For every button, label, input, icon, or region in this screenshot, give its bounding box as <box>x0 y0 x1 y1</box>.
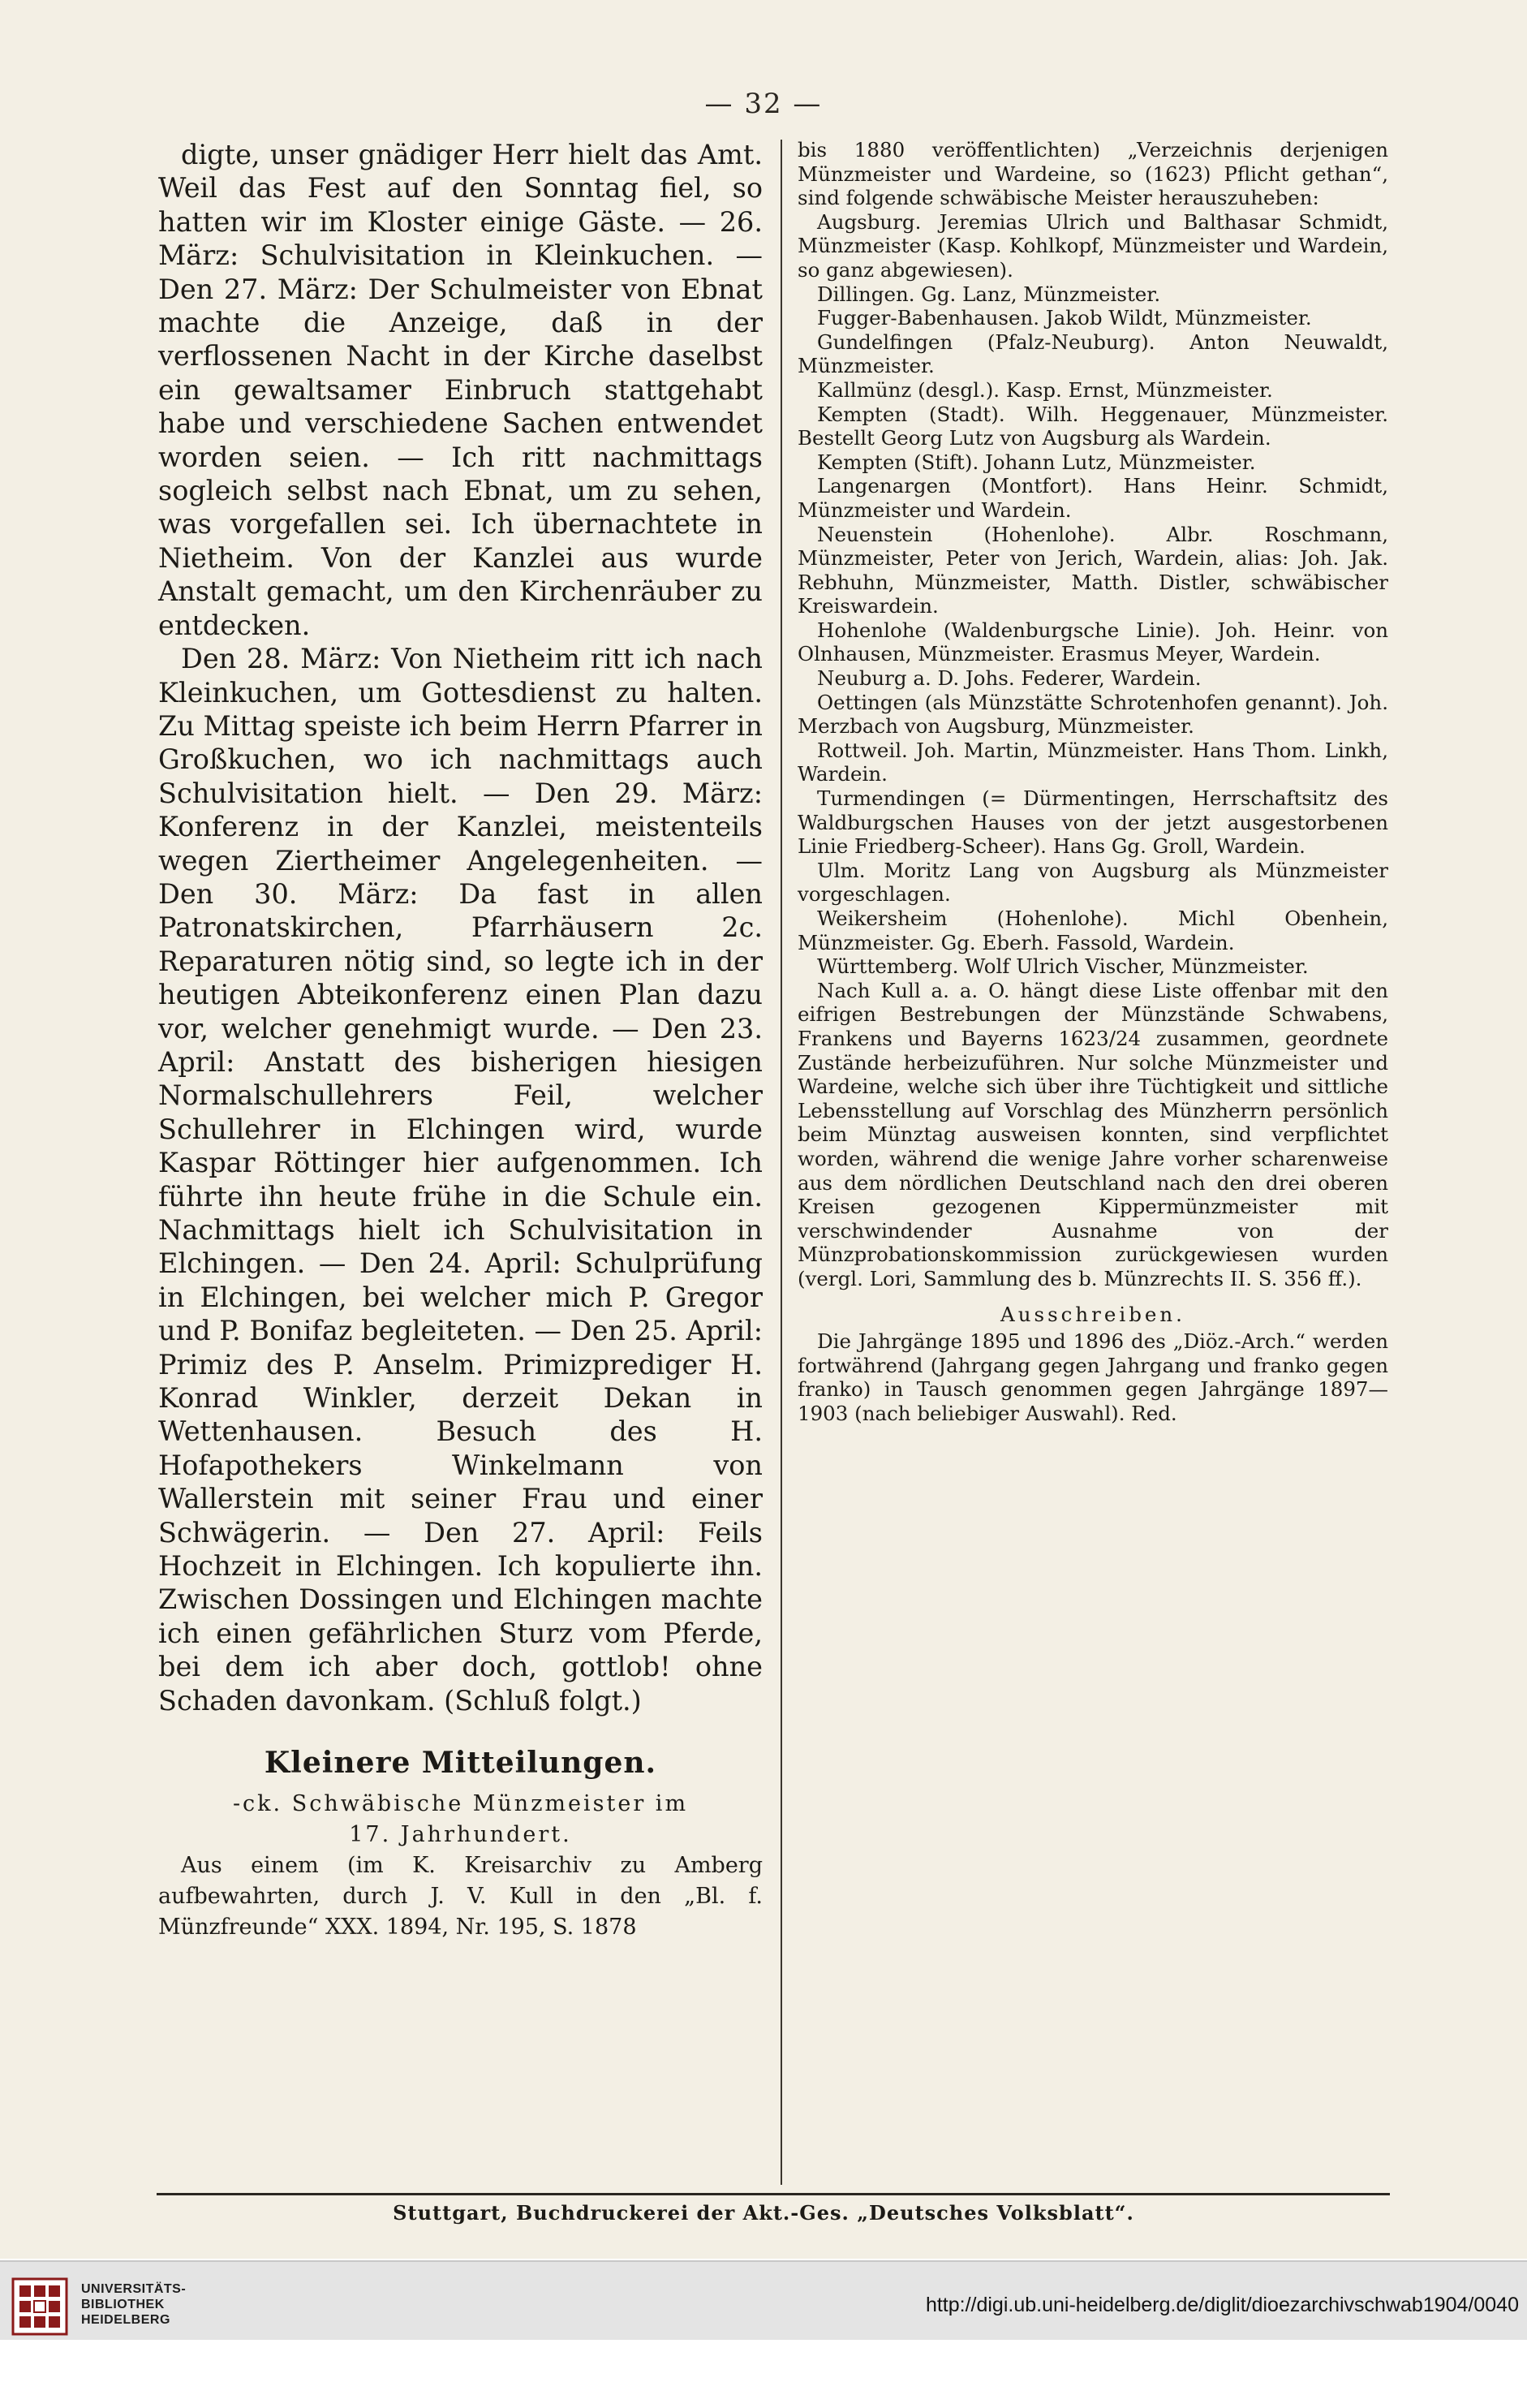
mint-entry: Ulm. Moritz Lang von Augsburg als Münzmeister vorgeschlagen. <box>798 858 1388 907</box>
mint-entry: Oettingen (als Münzstätte Schrotenhofen genannt). Joh. Merzbach von Augsburg, Münzmeister. <box>798 690 1388 739</box>
page-number: — 32 — <box>704 88 823 120</box>
library-name-line: UNIVERSITÄTS- <box>81 2282 187 2296</box>
mint-entry: Fugger-Babenhausen. Jakob Wildt, Münzmeister. <box>817 306 1312 330</box>
mint-entry: Rottweil. Joh. Martin, Münzmeister. Hans Thom. Linkh, Wardein. <box>798 738 1388 786</box>
mint-entry: Neuburg a. D. Johs. Federer, Wardein. <box>817 666 1202 691</box>
announcement-heading: Ausschreiben. <box>1000 1302 1185 1326</box>
mint-entry: Dillingen. Gg. Lanz, Münzmeister. <box>817 282 1161 306</box>
mint-entry: Kallmünz (desgl.). Kasp. Ernst, Münzmeister. <box>817 377 1273 402</box>
left-paragraph-1: digte, unser gnädiger Herr hielt das Amt. Weil das Fest auf den Sonntag fiel, so hatten wir im Kloster einige Gäste. — 26. März: Schulvisitation in Kleinkuchen. — Den 27. März: Der Schulmeister von Ebnat machte die Anzeige, daß in der verflossenen Nacht in der Kirche daselbst ein gewaltsamer Einbruch stattgehabt habe und verschiedene Sachen entwendet worden seien. — Ich ritt nachmittags sogleich selbst nach Ebnat, um zu sehen, was vorgefallen sei. Ich übernachtete in Nietheim. Von der Kanzlei aus wurde Anstalt gemacht, um den Kirchenräuber zu entdecken. <box>158 139 763 641</box>
announcement-body: Die Jahrgänge 1895 und 1896 des „Diöz.-Arch.“ werden fortwährend (Jahrgang gegen Jahrgang und franko gegen franko) in Tausch genommen gegen Jahrgänge 1897—1903 (nach beliebiger Auswahl). Red. <box>798 1329 1388 1425</box>
right-intro: bis 1880 veröffentlichten) „Verzeichnis derjenigen Münzmeister und Wardeine, so (1623) Pflicht gethan“, sind folgende schwäbische Meister herauszuheben: <box>798 138 1388 210</box>
left-column <box>158 138 763 1943</box>
mint-entry: Neuenstein (Hohenlohe). Albr. Roschmann, Münzmeister, Peter von Jerich, Wardein, alias: Joh. Jak. Rebhuhn, Münzmeister, Matth. Distler, schwäbischer Kreiswardein. <box>798 522 1388 618</box>
editorial-note: Nach Kull a. a. O. hängt diese Liste offenbar mit den eifrigen Bestrebungen der Münzstände Schwabens, Frankens und Bayerns 1623/24 zusammen, geordnete Zustände herbeizuführen. Nur solche Münzmeister und Wardeine, welche sich über ihre Tüchtigkeit und sittliche Lebensstellung auf Vorschlag des Münzherrn persönlich beim Münztag ausweisen konnten, sind verpflichtet worden, während die wenige Jahre vorher scharenweise aus dem nördlichen Deutschland nach den drei oberen Kreisen gezogenen Kippermünzmeister mit verschwindender Ausnahme von der Münzprobationskommission zurückgewiesen wurden (vergl. Lori, Sammlung des b. Münzrechts II. S. 356 ff.). <box>798 978 1388 1290</box>
bottom-rule <box>157 2193 1390 2195</box>
library-name-line: HEIDELBERG <box>81 2313 170 2327</box>
right-column <box>798 138 1388 1425</box>
mint-entry: Hohenlohe (Waldenburgsche Linie). Joh. Heinr. von Olnhausen, Münzmeister. Erasmus Meyer, Wardein. <box>798 618 1388 666</box>
mint-entry: Kempten (Stift). Johann Lutz, Münzmeister. <box>817 450 1256 474</box>
mint-entry: Turmendingen (= Dürmentingen, Herrschaftsitz des Waldburgschen Hauses von der jetzt ausgestorbenen Linie Friedberg-Scheer). Hans Gg. Groll, Wardein. <box>798 786 1388 859</box>
left-paragraph-2: Den 28. März: Von Nietheim ritt ich nach Kleinkuchen, um Gottesdienst zu halten. Zu Mittag speiste ich beim Herrn Pfarrer in Großkuchen, wo ich nachmittags auch Schulvisitation hielt. — Den 29. März: Konferenz in der Kanzlei, meistenteils wegen Ziertheimer Angelegenheiten. — Den 30. März: Da fast in allen Patronatskirchen, Pfarrhäusern 2c. Reparaturen nötig sind, so legte ich in der heutigen Abteikonferenz einen Plan dazu vor, welcher genehmigt wurde. — Den 23. April: Anstatt des bisherigen hiesigen Normalschullehrers Feil, welcher Schullehrer in Elchingen wird, wurde Kaspar Röttinger hier aufgenommen. Ich führte ihn heute frühe in die Schule ein. Nachmittags hielt ich Schulvisitation in Elchingen. — Den 24. April: Schulprüfung in Elchingen, bei welcher mich P. Gregor und P. Bonifaz begleiteten. — Den 25. April: Primiz des P. Anselm. Primizprediger H. Konrad Winkler, derzeit Dekan in Wettenhausen. Besuch des H. Hofapothekers Winkelmann von Wallerstein mit seiner Frau und einer Schwägerin. — Den 27. April: Feils Hochzeit in Elchingen. Ich kopulierte ihn. Zwischen Dossingen und Elchingen machte ich einen gefährlichen Sturz vom Pferde, bei dem ich aber doch, gottlob! ohne Schaden davonkam. (Schluß folgt.) <box>158 643 763 1717</box>
article-subhead-line1: -ck. Schwäbische Münzmeister im <box>232 1790 689 1816</box>
library-name-line: BIBLIOTHEK <box>81 2298 165 2311</box>
printer-imprint: Stuttgart, Buchdruckerei der Akt.-Ges. „Deutsches Volksblatt“. <box>393 2201 1134 2225</box>
section-title: Kleinere Mitteilungen. <box>264 1746 657 1781</box>
mint-entry: Augsburg. Jeremias Ulrich und Balthasar Schmidt, Münzmeister (Kasp. Kohlkopf, Münzmeister und Wardein, so ganz abgewiesen). <box>798 209 1388 282</box>
source-url-link[interactable]: http://digi.ub.uni-heidelberg.de/diglit/dioezarchivschwab1904/0040 <box>925 2294 1519 2316</box>
mint-entry: Württemberg. Wolf Ulrich Vischer, Münzmeister. <box>817 954 1309 979</box>
library-name <box>81 2281 186 2328</box>
university-library-logo-icon <box>11 2277 68 2336</box>
article-paragraph: Aus einem (im K. Kreisarchiv zu Amberg aufbewahrten, durch J. V. Kull in den „Bl. f. Münzfreunde“ XXX. 1894, Nr. 195, S. 1878 <box>158 1852 763 1940</box>
article-subhead-line2: 17. Jahrhundert. <box>349 1821 572 1847</box>
column-divider <box>781 140 782 2185</box>
mint-entry: Langenargen (Montfort). Hans Heinr. Schmidt, Münzmeister und Wardein. <box>798 474 1388 522</box>
mint-entry: Kempten (Stadt). Wilh. Heggenauer, Münzmeister. Bestellt Georg Lutz von Augsburg als Wardein. <box>798 402 1388 450</box>
mint-entry: Gundelfingen (Pfalz-Neuburg). Anton Neuwaldt, Münzmeister. <box>798 330 1388 378</box>
mint-entry: Weikersheim (Hohenlohe). Michl Obenhein, Münzmeister. Gg. Eberh. Fassold, Wardein. <box>798 907 1388 954</box>
